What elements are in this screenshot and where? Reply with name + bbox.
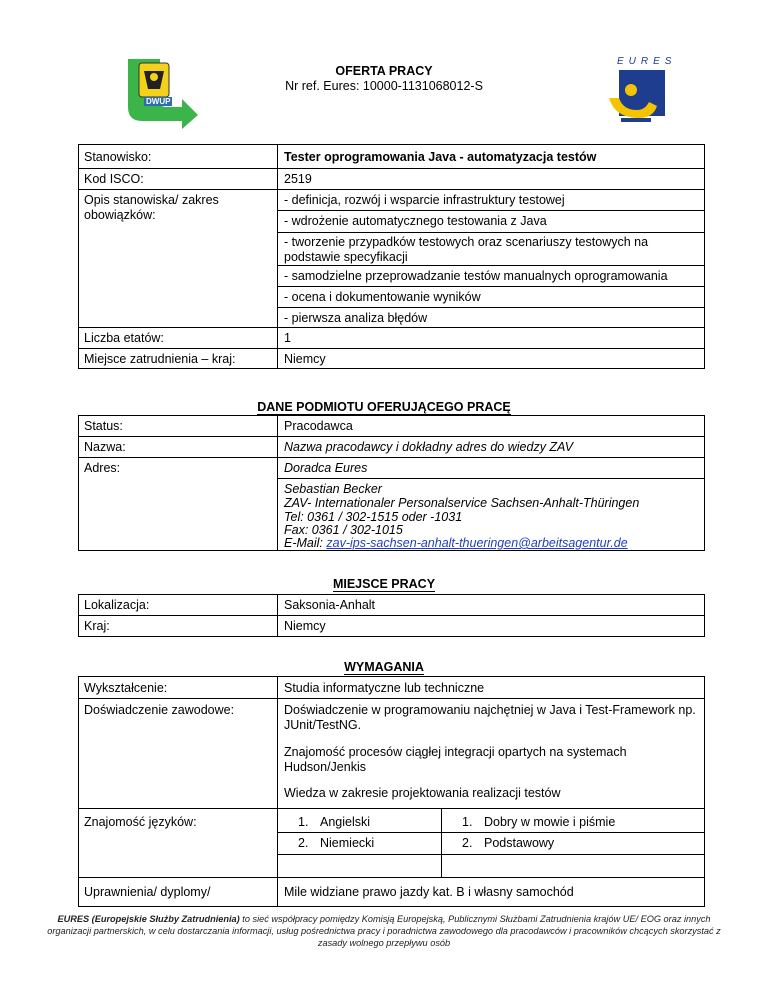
language-level: Dobry w mowie i piśmie	[484, 815, 616, 829]
status-label: Status:	[84, 419, 123, 433]
dwup-logo	[122, 55, 202, 129]
workplace-section-title: MIEJSCE PRACY	[332, 577, 436, 591]
permits-value: Mile widziane prawo jazdy kat. B i własny samochód	[284, 885, 574, 899]
location-value: Saksonia-Anhalt	[284, 598, 376, 612]
contact-fax: Fax: 0361 / 302-1015	[284, 523, 403, 537]
languages-label: Znajomość języków:	[84, 815, 197, 829]
document-title: OFERTA PRACY	[335, 64, 433, 78]
duty-item: - tworzenie przypadków testowych oraz scenariuszy testowych na podstawie specyfikacji	[284, 235, 649, 264]
position-label: Stanowisko:	[84, 150, 152, 164]
isco-value: 2519	[284, 172, 312, 186]
fte-label: Liczba etatów:	[84, 331, 164, 345]
fte-value: 1	[284, 331, 291, 345]
eures-logo	[595, 56, 677, 126]
requirements-section-title: WYMAGANIA	[344, 660, 424, 674]
status-value: Pracodawca	[284, 419, 353, 433]
footer-text: to sieć współpracy pomiędzy Komisją Europejską, Publicznymi Służbami Zatrudnienia krajów UE/ EOG oraz innych organizacji partnerskich, w celu dostarczania informacji, usług pośrednictwa pracy i poradnictwa zawodowego dla pracodawców i pracowników chcących skorzystać z zasady wolnego przepływu osób	[47, 914, 721, 948]
address-label: Adres:	[84, 461, 121, 475]
language-level: Podstawowy	[484, 836, 555, 850]
contact-email-link[interactable]: zav-ips-sachsen-anhalt-thueringen@arbeitsagentur.de	[326, 536, 628, 550]
location-label: Lokalizacja:	[84, 598, 150, 612]
experience-item: Wiedza w zakresie projektowania realizacji testów	[284, 786, 561, 800]
level-number: 2.	[462, 836, 473, 850]
permits-label: Uprawnienia/ dyplomy/	[84, 885, 211, 899]
position-value: Tester oprogramowania Java - automatyzacja testów	[284, 150, 597, 164]
duty-item: - definicja, rozwój i wsparcie infrastruktury testowej	[284, 193, 565, 207]
name-label: Nazwa:	[84, 440, 126, 454]
country-label: Miejsce zatrudnienia – kraj:	[84, 352, 236, 366]
dwup-logo-text: DWUP	[146, 97, 171, 106]
footer-bold: EURES (Europejskie Służby Zatrudnienia)	[57, 914, 240, 924]
experience-label: Doświadczenie zawodowe:	[84, 703, 235, 717]
duties-label: Opis stanowiska/ zakres obowiązków:	[84, 193, 219, 222]
duty-item: - pierwsza analiza błędów	[284, 311, 428, 325]
address-line: Doradca Eures	[284, 461, 368, 475]
contact-org: ZAV- Internationaler Personalservice Sachsen-Anhalt-Thüringen	[284, 496, 640, 510]
name-value: Nazwa pracodawcy i dokładny adres do wiedzy ZAV	[284, 440, 574, 454]
language-name: Niemiecki	[320, 836, 375, 850]
contact-name: Sebastian Becker	[284, 482, 382, 496]
eures-logo-text: EURES	[617, 56, 677, 67]
country-value: Niemcy	[284, 352, 326, 366]
duty-item: - wdrożenie automatycznego testowania z Java	[284, 214, 547, 228]
experience-item: Znajomość procesów ciągłej integracji opartych na systemach Hudson/Jenkis	[284, 745, 627, 774]
language-name: Angielski	[320, 815, 371, 829]
level-number: 1.	[462, 815, 473, 829]
reference-number: Nr ref. Eures: 10000-1131068012-S	[285, 79, 483, 93]
employer-section-title: DANE PODMIOTU OFERUJĄCEGO PRACĘ	[257, 400, 511, 414]
workplace-country-label: Kraj:	[84, 619, 110, 633]
experience-item: Doświadczenie w programowaniu najchętniej w Java i Test-Framework np. JUnit/TestNG.	[284, 703, 696, 732]
contact-email-row	[284, 536, 628, 551]
isco-label: Kod ISCO:	[84, 172, 144, 186]
contact-tel: Tel: 0361 / 302-1515 oder -1031	[284, 510, 463, 524]
contact-email-label: E-Mail:	[284, 536, 327, 550]
footer-note	[40, 913, 728, 949]
language-number: 1.	[298, 815, 309, 829]
duty-item: - ocena i dokumentowanie wyników	[284, 290, 481, 304]
duty-item: - samodzielne przeprowadzanie testów manualnych oprogramowania	[284, 269, 668, 283]
workplace-country-value: Niemcy	[284, 619, 326, 633]
education-label: Wykształcenie:	[84, 681, 168, 695]
education-value: Studia informatyczne lub techniczne	[284, 681, 485, 695]
language-number: 2.	[298, 836, 309, 850]
